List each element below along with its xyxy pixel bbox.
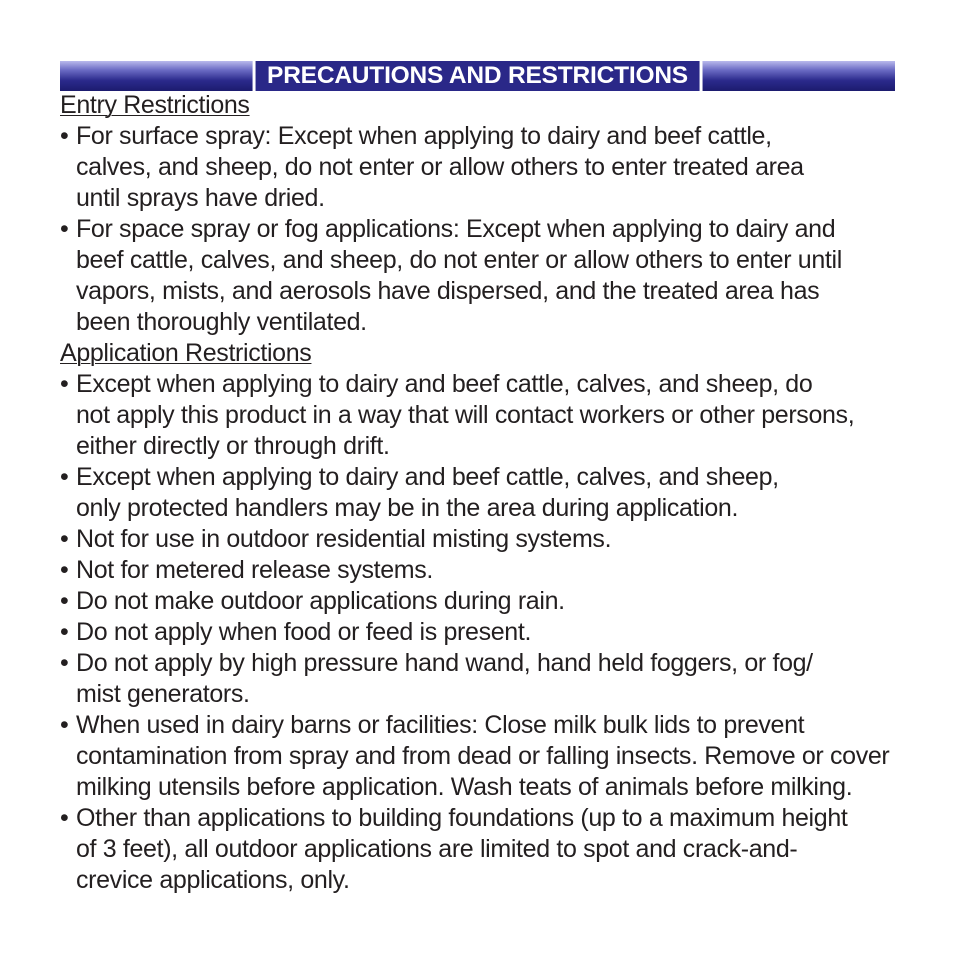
banner-title: PRECAUTIONS AND RESTRICTIONS xyxy=(252,61,703,91)
restriction-section xyxy=(60,338,910,896)
item-text-line: vapors, mists, and aerosols have dispersed, and the treated area has xyxy=(76,277,820,305)
item-text-line: crevice applications, only. xyxy=(76,866,350,894)
item-text-line: until sprays have dried. xyxy=(76,184,325,212)
list-item xyxy=(60,121,910,214)
section-heading: Entry Restrictions xyxy=(60,91,250,119)
list-item xyxy=(60,555,910,586)
bullet-icon: • xyxy=(60,215,69,243)
item-text-line: Other than applications to building foundations (up to a maximum height xyxy=(76,804,848,832)
bullet-icon: • xyxy=(60,587,69,615)
item-text-line: milking utensils before application. Wash teats of animals before milking. xyxy=(76,773,853,801)
bullet-icon: • xyxy=(60,804,69,832)
bullet-icon: • xyxy=(60,711,69,739)
item-text-line: Except when applying to dairy and beef cattle, calves, and sheep, xyxy=(76,463,779,491)
restriction-list xyxy=(60,369,910,896)
list-item xyxy=(60,617,910,648)
section-heading: Application Restrictions xyxy=(60,339,312,367)
item-text-line: calves, and sheep, do not enter or allow others to enter treated area xyxy=(76,153,804,181)
item-text-line: Do not make outdoor applications during rain. xyxy=(76,587,565,615)
list-item xyxy=(60,648,910,710)
bullet-icon: • xyxy=(60,370,69,398)
item-text-line: been thoroughly ventilated. xyxy=(76,308,367,336)
list-item xyxy=(60,586,910,617)
restriction-section xyxy=(60,90,910,338)
item-text-line: not apply this product in a way that will contact workers or other persons, xyxy=(76,401,855,429)
item-text-line: For space spray or fog applications: Except when applying to dairy and xyxy=(76,215,836,243)
item-text-line: either directly or through drift. xyxy=(76,432,390,460)
bullet-icon: • xyxy=(60,463,69,491)
section-banner xyxy=(60,61,895,91)
item-text-line: only protected handlers may be in the area during application. xyxy=(76,494,739,522)
bullet-icon: • xyxy=(60,649,69,677)
list-item xyxy=(60,524,910,555)
bullet-icon: • xyxy=(60,122,69,150)
item-text-line: mist generators. xyxy=(76,680,250,708)
item-text-line: Not for use in outdoor residential misting systems. xyxy=(76,525,612,553)
item-text-line: Do not apply by high pressure hand wand, hand held foggers, or fog/ xyxy=(76,649,813,677)
item-text-line: of 3 feet), all outdoor applications are limited to spot and crack-and- xyxy=(76,835,798,863)
item-text-line: Except when applying to dairy and beef cattle, calves, and sheep, do xyxy=(76,370,813,398)
bullet-icon: • xyxy=(60,525,69,553)
list-item xyxy=(60,462,910,524)
item-text-line: For surface spray: Except when applying to dairy and beef cattle, xyxy=(76,122,772,150)
bullet-icon: • xyxy=(60,618,69,646)
item-text-line: contamination from spray and from dead or falling insects. Remove or cover xyxy=(76,742,890,770)
list-item xyxy=(60,710,910,803)
restriction-list xyxy=(60,121,910,338)
item-text-line: Do not apply when food or feed is present. xyxy=(76,618,532,646)
list-item xyxy=(60,369,910,462)
list-item xyxy=(60,214,910,338)
list-item xyxy=(60,803,910,896)
bullet-icon: • xyxy=(60,556,69,584)
item-text-line: beef cattle, calves, and sheep, do not enter or allow others to enter until xyxy=(76,246,842,274)
document-body xyxy=(60,90,910,896)
item-text-line: When used in dairy barns or facilities: Close milk bulk lids to prevent xyxy=(76,711,805,739)
item-text-line: Not for metered release systems. xyxy=(76,556,433,584)
